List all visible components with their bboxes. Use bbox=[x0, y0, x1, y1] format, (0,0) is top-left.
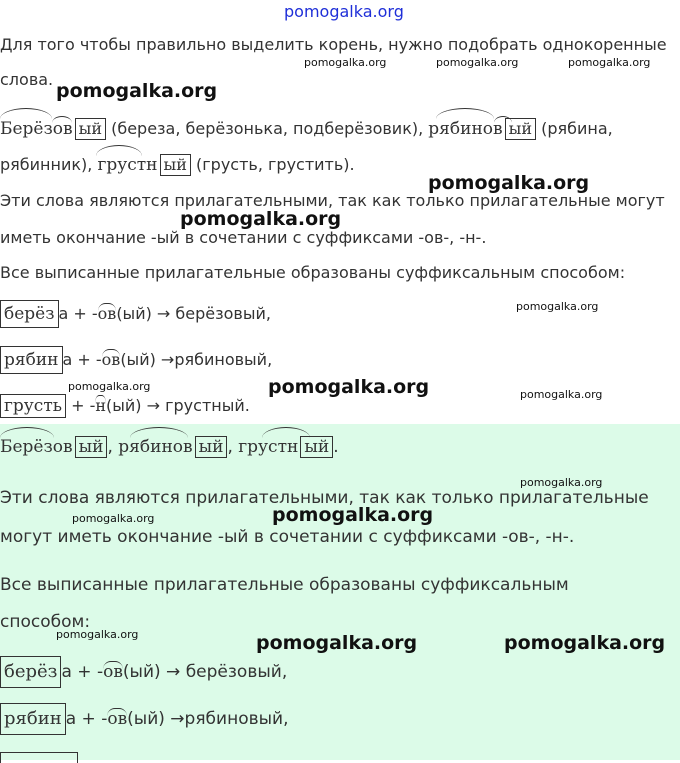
answer-suffix-line-1: Все выписанные прилагательные образованы суффиксальным bbox=[0, 575, 569, 595]
base-box: берёз bbox=[0, 656, 61, 688]
derivation-row-3 bbox=[0, 394, 250, 418]
site-header-link[interactable]: pomogalka.org bbox=[284, 2, 404, 21]
derivation-plus: а + - bbox=[58, 304, 98, 323]
word-berezovyi-stem: Берёзов bbox=[0, 119, 73, 139]
ending-box: ый bbox=[300, 436, 333, 458]
period: . bbox=[333, 437, 339, 457]
watermark: pomogalka.org bbox=[504, 632, 666, 654]
word-analysis-row-1 bbox=[0, 118, 613, 140]
root-arc bbox=[0, 108, 52, 119]
derivation-result: (ый) → берёзовый, bbox=[116, 304, 271, 323]
base-box: рябин bbox=[0, 703, 66, 735]
separator: , bbox=[227, 437, 233, 457]
ending-box: ый bbox=[505, 118, 536, 140]
separator: , bbox=[107, 437, 113, 457]
watermark: pomogalka.org bbox=[428, 172, 590, 194]
watermark: pomogalka.org bbox=[56, 628, 139, 641]
watermark: pomogalka.org bbox=[268, 376, 430, 398]
watermark: pomogalka.org bbox=[256, 632, 418, 654]
root-arc bbox=[96, 145, 142, 156]
watermark: pomogalka.org bbox=[304, 56, 387, 69]
derivation-plus: а + - bbox=[62, 350, 102, 369]
answer-explanation-line-2: могут иметь окончание -ый в сочетании с суффиксами -ов-, -н-. bbox=[0, 527, 575, 547]
word-ryabinovyi-stem: рябинов bbox=[118, 437, 193, 457]
ending-box: ый bbox=[75, 436, 108, 458]
answer-derivation-row-2 bbox=[0, 703, 288, 735]
derivation-result: (ый) → берёзовый, bbox=[122, 662, 288, 682]
suffix-method-line: Все выписанные прилагательные образованы суффиксальным способом: bbox=[0, 263, 626, 282]
derivation-result: (ый) →рябиновый, bbox=[120, 350, 273, 369]
suffix: ов bbox=[103, 662, 123, 682]
watermark: pomogalka.org bbox=[516, 300, 599, 313]
ending-box: ый bbox=[195, 436, 228, 458]
base-box: рябин bbox=[0, 346, 63, 374]
base-box bbox=[0, 752, 78, 763]
suffix: ов bbox=[101, 350, 121, 369]
suffix: н bbox=[95, 396, 107, 415]
watermark: pomogalka.org bbox=[568, 56, 651, 69]
answer-words-row bbox=[0, 436, 339, 458]
related-words: (береза, берёзонька, подберёзовик), bbox=[111, 119, 424, 138]
explanation-line-2: иметь окончание -ый в сочетании с суффиксами -ов-, -н-. bbox=[0, 228, 487, 247]
suffix: ов bbox=[107, 709, 128, 729]
watermark: pomogalka.org bbox=[68, 380, 151, 393]
answer-suffix-line-2: способом: bbox=[0, 612, 91, 632]
word-berezovyi-stem: Берёзов bbox=[0, 437, 73, 457]
answer-explanation-line-1: Эти слова являются прилагательными, так как только прилагательные bbox=[0, 488, 649, 508]
derivation-row-1 bbox=[0, 300, 271, 328]
related-words: (рябина, bbox=[541, 119, 613, 138]
derivation-plus: + - bbox=[71, 396, 96, 415]
derivation-plus: а + - bbox=[65, 709, 108, 729]
word-ryabinovyi-stem: рябинов bbox=[428, 119, 503, 139]
watermark: pomogalka.org bbox=[520, 388, 603, 401]
watermark: pomogalka.org bbox=[72, 512, 155, 525]
base-box: грусть bbox=[0, 394, 66, 418]
watermark: pomogalka.org bbox=[436, 56, 519, 69]
watermark: pomogalka.org bbox=[56, 80, 218, 102]
answer-derivation-row-1 bbox=[0, 656, 287, 688]
explanation-line-1: Эти слова являются прилагательными, так как только прилагательные могут bbox=[0, 191, 665, 210]
word-grustnyi-stem: грустн bbox=[238, 437, 299, 457]
derivation-plus: а + - bbox=[61, 662, 104, 682]
watermark: pomogalka.org bbox=[272, 504, 434, 526]
base-box: берёз bbox=[0, 300, 59, 328]
derivation-row-2 bbox=[0, 346, 272, 374]
watermark: pomogalka.org bbox=[520, 476, 603, 489]
derivation-result: (ый) →рябиновый, bbox=[127, 709, 289, 729]
ending-box: ый bbox=[160, 154, 191, 176]
suffix: ов bbox=[97, 304, 117, 323]
intro-line-2: слова. bbox=[0, 70, 54, 89]
related-words: рябинник), bbox=[0, 155, 93, 174]
related-words: (грусть, грустить). bbox=[196, 155, 355, 174]
suffix-arc bbox=[494, 116, 512, 123]
suffix-arc bbox=[52, 116, 72, 123]
root-arc bbox=[436, 108, 494, 119]
word-analysis-row-2 bbox=[0, 154, 355, 176]
intro-line-1: Для того чтобы правильно выделить корень, нужно подобрать однокоренные bbox=[0, 35, 667, 54]
derivation-result: (ый) → грустный. bbox=[106, 396, 250, 415]
word-grustnyi-stem: грустн bbox=[97, 155, 158, 175]
watermark: pomogalka.org bbox=[180, 208, 342, 230]
ending-box: ый bbox=[75, 118, 106, 140]
